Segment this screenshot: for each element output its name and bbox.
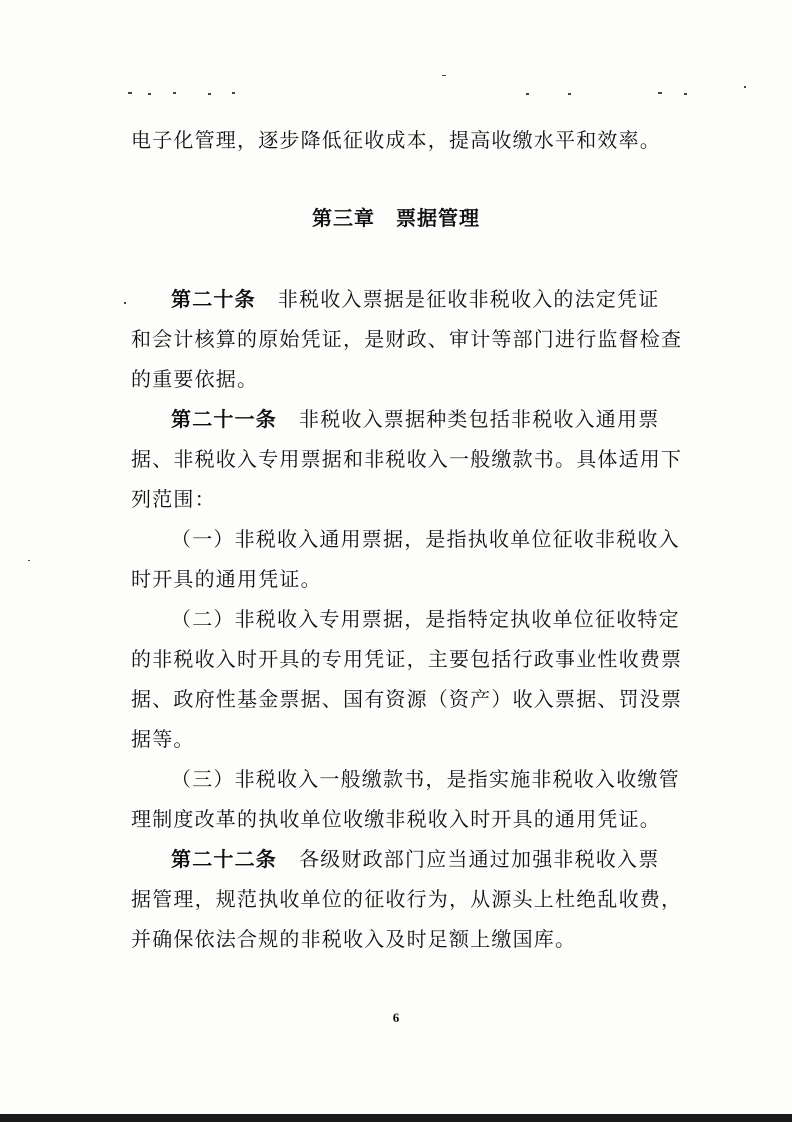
article-21-line-3: 列范围： (131, 487, 216, 511)
item-2-line-4: 据等。 (131, 727, 195, 751)
item-1-line-2: 时开具的通用凭证。 (131, 567, 322, 591)
article-22-line-3: 并确保依法合规的非税收入及时足额上缴国库。 (131, 927, 577, 951)
chapter-heading: 第三章 票据管理 (312, 206, 480, 230)
article-20-line-2: 和会计核算的原始凭证，是财政、审计等部门进行监督检查 (131, 327, 683, 351)
item-2-line-2: 的非税收入时开具的专用凭证，主要包括行政事业性收费票 (131, 647, 683, 671)
continuation-line: 电子化管理，逐步降低征收成本，提高收缴水平和效率。 (131, 128, 661, 152)
article-22-text: 各级财政部门应当通过加强非税收入票 (299, 847, 660, 871)
item-2-line-3: 据、政府性基金票据、国有资源（资产）收入票据、罚没票 (131, 687, 683, 711)
item-1-line-1: （一）非税收入通用票据，是指执收单位征收非税收入 (171, 527, 680, 551)
item-3-line-1: （三）非税收入一般缴款书，是指实施非税收入收缴管 (171, 767, 680, 791)
article-22-label: 第二十二条 (171, 847, 277, 871)
article-20-line-3: 的重要依据。 (131, 367, 259, 391)
article-21-text: 非税收入票据种类包括非税收入通用票 (299, 407, 660, 431)
article-21-label: 第二十一条 (171, 407, 277, 431)
article-20-label: 第二十条 (171, 287, 256, 311)
item-2-line-1: （二）非税收入专用票据，是指特定执收单位征收特定 (171, 607, 680, 631)
page-number: 6 (392, 1010, 400, 1025)
article-20-line-1 (171, 286, 671, 312)
article-22-line-2: 据管理，规范执收单位的征收行为，从源头上杜绝乱收费， (131, 887, 683, 911)
article-20-text: 非税收入票据是征收非税收入的法定凭证 (277, 287, 660, 311)
item-3-line-2: 理制度改革的执收单位收缴非税收入时开具的通用凭证。 (131, 807, 661, 831)
article-21-line-1 (171, 406, 671, 432)
article-22-line-1 (171, 846, 671, 872)
article-21-line-2: 据、非税收入专用票据和非税收入一般缴款书。具体适用下 (131, 447, 683, 471)
scan-bottom-edge (0, 1114, 792, 1122)
